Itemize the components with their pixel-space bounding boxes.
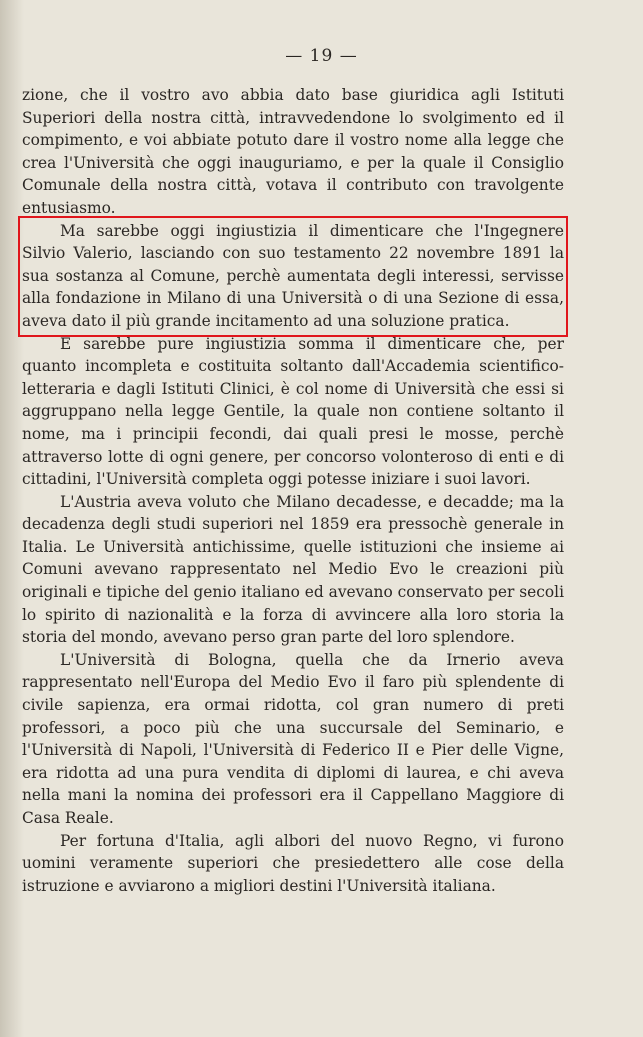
paragraph-5: L'Università di Bologna, quella che da Irnerio aveva rappresentato nell'Europa del Medio Evo il faro più splendente di civile sapienza, era ormai ridotta, col gran numero di preti professori, a poco più che una succursale del Seminario, e l'Università di Napoli, l'Università di Federico II e Pier delle Vigne, era ridotta ad una pura vendita di diplomi di laurea, e chi aveva nella mani la nomina dei professori era il Cappellano Maggiore di Casa Reale. bbox=[22, 650, 564, 827]
page-gutter-shadow bbox=[0, 0, 24, 1037]
paragraph-4: L'Austria aveva voluto che Milano decadesse, e decadde; ma la decadenza degli studi superiori nel 1859 era pressochè generale in Italia. Le Università antichissime, quelle istituzioni che insieme ai Comuni avevano rappresentato nel Medio Evo le creazioni più originali e tipiche del genio italiano ed avevano conservato per secoli lo spirito di nazionalità e la forza di avvincere alla loro storia la storia del mondo, avevano perso gran parte del loro splendore. bbox=[22, 492, 564, 647]
paragraph-3: E sarebbe pure ingiustizia somma il dimenticare che, per quanto incompleta e costituita soltanto dall'Accademia scientifico-letteraria e dagli Istituti Clinici, è col nome di Università che essi si aggruppano nella legge Gentile, la quale non contiene soltanto il nome, ma i principii fecondi, dai quali presi le mosse, perchè attraverso lotte di ogni genere, per concorso volonteroso di enti e di cittadini, l'Università completa oggi potesse iniziare i suoi lavori. bbox=[22, 334, 564, 489]
body-text bbox=[22, 84, 564, 897]
paragraph-6: Per fortuna d'Italia, agli albori del nuovo Regno, vi furono uomini veramente superiori che presiedettero alle cose della istruzione e avviarono a migliori destini l'Università italiana. bbox=[22, 831, 564, 895]
paragraph-1: zione, che il vostro avo abbia dato base giuridica agli Istituti Superiori della nostra città, intravvedendone lo svolgimento ed il compimento, e voi abbiate potuto dare il vostro nome alla legge che crea l'Università che oggi inauguriamo, e per la quale il Consiglio Comunale della nostra città, votava il contributo con travolgente entusiasmo. bbox=[22, 86, 564, 217]
page-number: — 19 — bbox=[285, 46, 358, 66]
paragraph-2-highlighted: Ma sarebbe oggi ingiustizia il dimenticare che l'Ingegnere Silvio Valerio, lasciando con suo testamento 22 novembre 1891 la sua sostanza al Comune, perchè aumentata degli interessi, servisse alla fondazione in Milano di una Università o di una Sezione di essa, aveva dato il più grande incitamento ad una soluzione pratica. bbox=[22, 220, 564, 333]
